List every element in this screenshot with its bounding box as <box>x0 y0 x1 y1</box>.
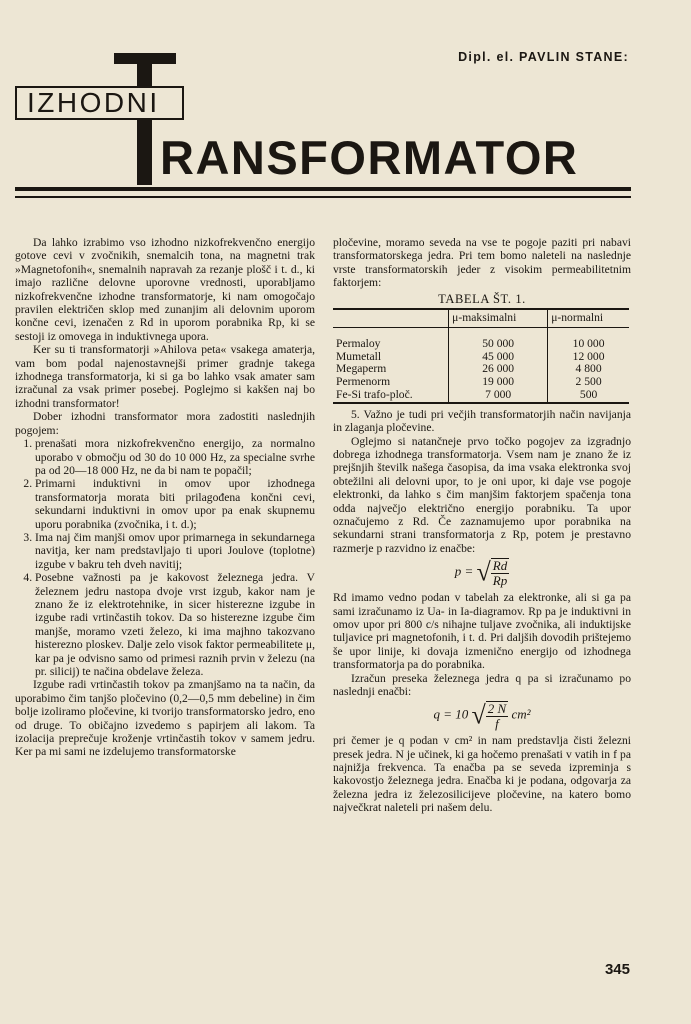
author-byline: Dipl. el. PAVLIN STANE: <box>458 50 629 64</box>
fraction <box>486 702 508 730</box>
permeability-table <box>333 308 629 404</box>
formula-lhs: p = <box>454 563 474 579</box>
paragraph: Da lahko izrabimo vso izhodno nizkofrekvenčno energijo gotove cevi v zvočnikih, snemalcih tona, na magnetni trak »Magnetofonih«, snemalnih napravah za rezanje plošč i t. d., ki imajo različne delovne uporovne vrednosti, uporabljamo nizkofrekvenčne izhodne transformatorje, ki nam omogočajo pravilen električen sklop med zunanjim ali delovnim uporom končne cevi, izenačen z Rd in uporom porabnika Rp, ki se sestoji iz omovega in induktivnega upora. <box>15 236 315 343</box>
list-item: 4. Posebne važnosti pa je kakovost železnega jedra. V železnem jedru nastopa dvoje vrst izgub, kakor nam je znano že iz elektrotehnike, in sicer histerezne izgube in izgube radi vrtinčastih tokov. Da so histerezne izgube čim manjše, moramo vzeti železo, ki ima majhno takozvano histerezno ploskev. Dalje zelo visok faktor permeabilitete μ, kar pa je odvisno samo od primesi raznih prvin v železu (na pr. silicij) te načina obdelave železa. <box>35 571 315 678</box>
list-item: 1. prenašati mora nizkofrekvenčno energijo, za normalno uporabo v območju od 30 do 10 000 Hz, za specialne svrhe pa od 20—18 000 Hz, ne da bi nam te popačil; <box>35 437 315 477</box>
table-header-cell <box>333 309 449 327</box>
paragraph: Izračun preseka železnega jedra q pa si izračunamo po naslednji enačbi: <box>333 671 631 698</box>
right-column <box>333 236 631 815</box>
fraction-numerator: Rd <box>492 558 508 574</box>
fraction-denominator: Rp <box>492 572 508 588</box>
conditions-list <box>15 437 315 678</box>
paragraph: pri čemer je q podan v cm² in nam predstavlja čisti železni presek jedra. N je učinek, ki ga hočemo prenašati v vatih in f pa najnižja frekvenca. Ta enačba pa se seveda izpreminja s kakovostjo železnega jedra. Enačba ki je podana, odgovarja za železna jedra iz železosilicijeve pločevine, na katero bomo največkrat naleteli pri našem delu. <box>333 734 631 815</box>
paragraph: pločevine, moramo seveda na vse te pogoje paziti pri nabavi transformatorskega jedra. Pri tem bomo naleteli na naslednje vrste transformatorskih jeder z visokim permeabilitetnim faktorjem: <box>333 236 631 290</box>
table-row <box>333 338 629 351</box>
left-column <box>15 236 315 759</box>
paragraph: Dober izhodni transformator mora zadostiti naslednjih pogojem: <box>15 410 315 437</box>
radicand <box>486 701 508 730</box>
table-cell: 26 000 <box>449 363 548 376</box>
square-root-sign: √ <box>476 557 491 587</box>
fraction-denominator: f <box>495 715 499 731</box>
table-cell: 12 000 <box>548 351 629 364</box>
table-cell: 4 800 <box>548 363 629 376</box>
formula-unit: cm² <box>511 706 531 722</box>
table-cell: 7 000 <box>449 389 548 403</box>
formula-lhs: q = 10 <box>433 706 469 722</box>
paragraph: Ker su ti transformatorji »Ahilova peta« vsakega amaterja, vam bom podal najenostavnejši primer gradnje takega izhodnega transformatorja, ki si ga bo lahko vsak amater sam izračunal za vsak primer posebej. Poglejmo si kakšen naj bo izhodni transformator! <box>15 343 315 410</box>
table-header-cell: μ-normalni <box>548 309 629 327</box>
table-cell: Permenorm <box>336 375 391 389</box>
paragraph: 5. Važno je tudi pri večjih transformatorjih način navijanja in zlaganja pločevine. <box>333 407 631 435</box>
table-title: TABELA ŠT. 1. <box>438 291 526 306</box>
title-prefix-box: IZHODNI <box>15 86 184 120</box>
table-cell: 50 000 <box>449 338 548 351</box>
paragraph: Rd imamo vedno podan v tabelah za elektronke, ali si ga pa sami izračunamo iz Ua- in Ia-diagramov. Rp pa je induktivni in omov upor pri 800 c/s nihajne tuljave zvočnika, ali induktijske tuljavice pri magnetofonih, i t. d. Pri daljših dovodih prištejemo še upor linije, ki dovaja izmenično energijo od izhodnega transformatorja pa do porabnika. <box>333 591 631 672</box>
header-rule-thin <box>15 196 631 198</box>
table-cell: 10 000 <box>548 338 629 351</box>
paragraph: Izgube radi vrtinčastih tokov pa zmanjšamo na ta način, da uporabimo čim tanjšo pločevino (0,2—0,5 mm debeline) in čim bolje izoliramo pločevine, ki tvorijo transformatorsko jedro, eno od druge. To običajno izvedemo s papirjem ali lakom. Ta izolacija preprečuje kroženje vrtinčastih tokov v samem jedru. Ker pa mi sami ne izdelujemo transformatorske <box>15 678 315 759</box>
core-section-formula <box>333 701 631 730</box>
list-item: 3. Ima naj čim manjši omov upor primarnega in sekundarnega navitja, ker nam predstavljajo ti upori Joulove (toplotne) izgube v bakru teh dveh navitij; <box>35 531 315 571</box>
table-cell: Fe-Si trafo-ploč. <box>336 388 413 402</box>
header-rule-thick <box>15 187 631 191</box>
radicand <box>491 558 509 587</box>
paragraph: Oglejmo si natančneje prvo točko pogojev za izgradnjo dobrega izhodnega transformatorja. Vsem nam je znano že iz prejšnjih številk našega časopisa, da ima vsaka elektronka svoj obtežilni ali delovni upor, to je oni upor, ki daje vse pogoje elektronki, da lahko s čim manjšim faktorjem spačenja tona odda največjo električno energijo porabniku. Ta upor označujemo z Rd. Če zaznamujemo upor porabnika na sekundarni strani transformatorja z Rp, potem je prestavno razmerje p razvidno iz enačbe: <box>333 434 631 555</box>
fraction-numerator: 2 N <box>487 701 507 717</box>
table-cell: Megaperm <box>336 362 387 376</box>
table-row <box>333 389 629 403</box>
table-cell: 2 500 <box>548 376 629 389</box>
table-cell: 500 <box>548 389 629 403</box>
page-number: 345 <box>604 961 630 978</box>
table-cell: 19 000 <box>449 376 548 389</box>
fraction <box>491 559 509 587</box>
table-header-row <box>333 309 629 327</box>
list-item: 2. Primarni induktivni in omov upor izhodnega transformatorja morata biti prilagođena končni cevi, sekundarni induktivni in omov upor pa enak skupnemu uporu porabnika (zvočnika, i t. d.); <box>35 477 315 531</box>
article-title: RANSFORMATOR <box>160 132 579 184</box>
square-root-sign: √ <box>471 701 486 731</box>
table-cell: 45 000 <box>449 351 548 364</box>
table-cell: Mumetall <box>336 349 382 363</box>
ratio-formula <box>333 558 631 587</box>
table-cell: Permaloy <box>336 336 381 350</box>
table-header-cell: μ-maksimalni <box>449 309 548 327</box>
